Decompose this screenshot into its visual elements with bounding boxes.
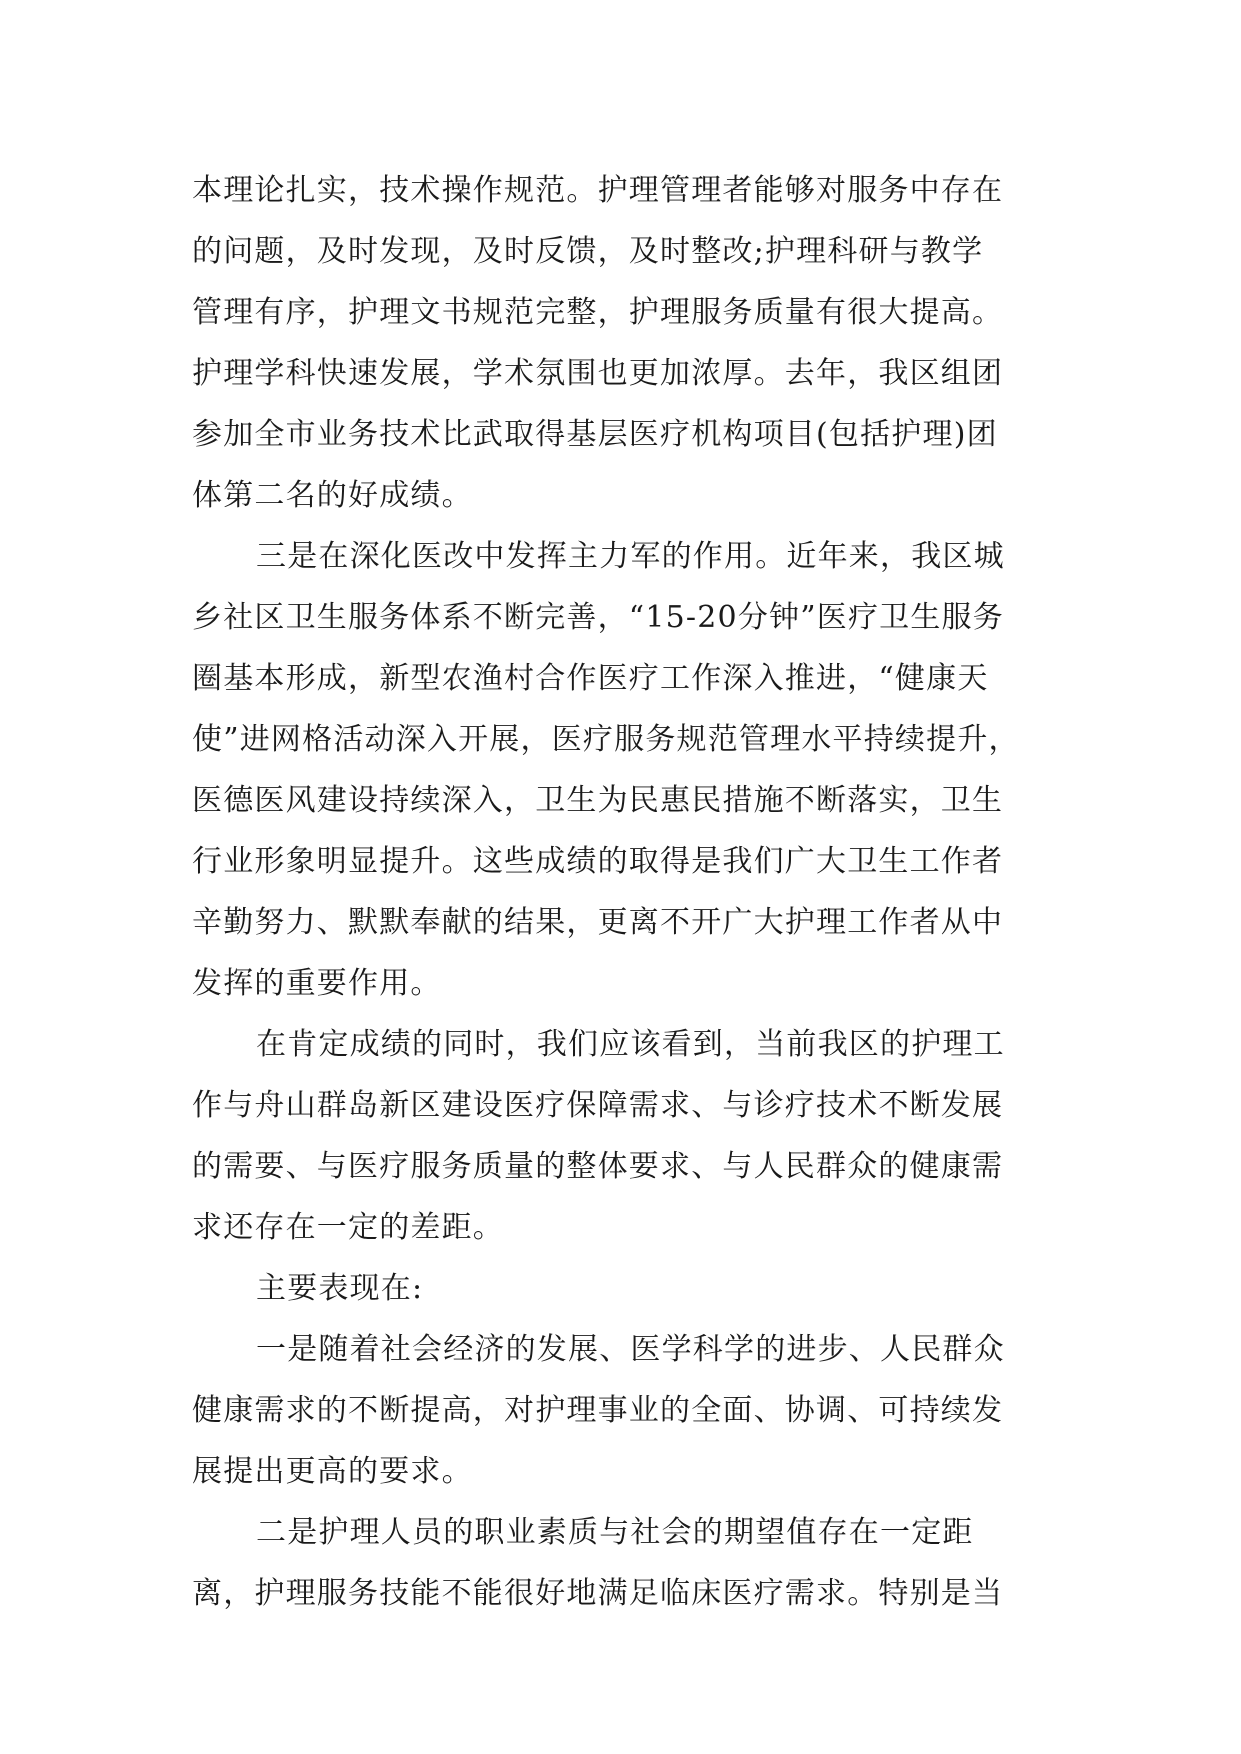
text-line: 参加全市业务技术比武取得基层医疗机构项目(包括护理)团 [192,417,998,452]
text-line: 行业形象明显提升。这些成绩的取得是我们广大卫生工作者 [192,844,1004,879]
document-body [192,160,1062,1624]
text-line: 医德医风建设持续深入，卫生为民惠民措施不断落实，卫生 [192,783,1004,818]
text-line: 体第二名的好成绩。 [192,478,473,513]
text-line: 使”进网格活动深入开展，医疗服务规范管理水平持续提升， [192,722,1020,757]
text-line: 乡社区卫生服务体系不断完善，“15-20分钟”医疗卫生服务 [192,600,1004,635]
text-line: 护理学科快速发展，学术氛围也更加浓厚。去年，我区组团 [192,356,1004,391]
text-line: 展提出更高的要求。 [192,1454,473,1489]
text-line: 的问题，及时发现，及时反馈，及时整改;护理科研与教学 [192,234,984,269]
text-line: 发挥的重要作用。 [192,966,442,1001]
text-line: 作与舟山群岛新区建设医疗保障需求、与诊疗技术不断发展 [192,1088,1004,1123]
paragraph-start-line: 在肯定成绩的同时，我们应该看到，当前我区的护理工 [256,1027,1005,1062]
paragraph-start-line: 三是在深化医改中发挥主力军的作用。近年来，我区城 [256,539,1005,574]
text-line: 求还存在一定的差距。 [192,1210,504,1245]
text-line: 辛勤努力、默默奉献的结果，更离不开广大护理工作者从中 [192,905,1004,940]
text-line: 健康需求的不断提高，对护理事业的全面、协调、可持续发 [192,1393,1004,1428]
paragraph-start-line: 一是随着社会经济的发展、医学科学的进步、人民群众 [256,1332,1005,1367]
paragraph-start-line: 二是护理人员的职业素质与社会的期望值存在一定距 [256,1515,974,1550]
text-line: 圈基本形成，新型农渔村合作医疗工作深入推进，“健康天 [192,661,989,696]
text-line: 管理有序，护理文书规范完整，护理服务质量有很大提高。 [192,295,1004,330]
text-line: 离，护理服务技能不能很好地满足临床医疗需求。特别是当 [192,1576,1004,1611]
paragraph-start-line: 主要表现在: [256,1271,424,1306]
text-line: 的需要、与医疗服务质量的整体要求、与人民群众的健康需 [192,1149,1004,1184]
text-line: 本理论扎实，技术操作规范。护理管理者能够对服务中存在 [192,173,1004,208]
